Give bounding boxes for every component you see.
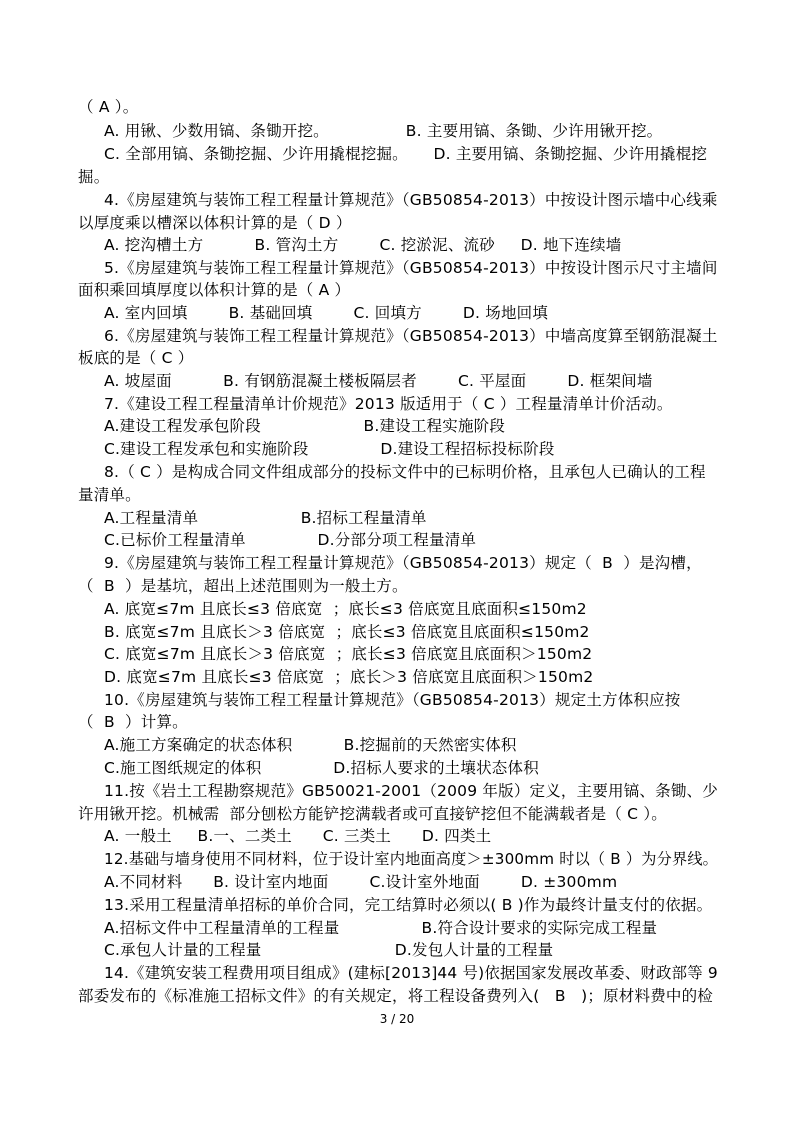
text-line: 以厚度乘以槽深以体积计算的是（ D ）: [78, 214, 352, 232]
text-line: 部委发布的《标准施工招标文件》的有关规定，将工程设备费列入( B )；原材料费中的检: [78, 987, 713, 1005]
text-line: B. 底宽≤7m 且底长＞3 倍底宽 ；底长≤3 倍底宽且底面积≤150m2: [104, 623, 590, 641]
text-line: 13.采用工程量清单招标的单价合同，完工结算时必须以( B )作为最终计量支付的依据。: [104, 896, 713, 914]
text-line: C.承包人计量的工程量 D.发包人计量的工程量: [104, 941, 554, 959]
text-line: A.工程量清单 B.招标工程量清单: [104, 509, 427, 527]
text-line: C.建设工程发承包和实施阶段 D.建设工程招标投标阶段: [104, 440, 555, 458]
text-line: 10.《房屋建筑与装饰工程工程量计算规范》（GB50854-2013）规定土方体积应按: [104, 691, 681, 709]
text-line: 7.《建设工程工程量清单计价规范》2013 版适用于（ C ）工程量清单计价活动。: [104, 395, 673, 413]
text-line: （ B ）是基坑，超出上述范围则为一般土方。: [78, 577, 408, 595]
text-line: A. 一般土 B.一、二类土 C. 三类土 D. 四类土: [104, 827, 492, 845]
text-line: A.不同材料 B. 设计室内地面 C.设计室外地面 D. ±300mm: [104, 873, 618, 891]
text-line: C. 全部用镐、条锄挖掘、少许用撬棍挖掘。 D. 主要用镐、条锄挖掘、少许用撬棍挖: [104, 145, 708, 163]
text-line: A. 坡屋面 B. 有钢筋混凝土楼板隔层者 C. 平屋面 D. 框架间墙: [104, 372, 653, 390]
text-line: 掘。: [78, 168, 110, 186]
text-line: A. 用锹、少数用镐、条锄开挖。 B. 主要用镐、条锄、少许用锹开挖。: [104, 122, 663, 140]
text-line: 5.《房屋建筑与装饰工程工程量计算规范》（GB50854-2013）中按设计图示尺寸主墙间: [104, 259, 718, 277]
text-line: D. 底宽≤7m 且底长≤3 倍底宽 ；底长＞3 倍底宽且底面积＞150m2: [104, 668, 594, 686]
text-line: 12.基础与墙身使用不同材料，位于设计室内地面高度＞±300mm 时以（ B ）为分界线。: [104, 850, 719, 868]
page-number: 3 / 20: [379, 1012, 415, 1026]
text-line: A. 室内回填 B. 基础回填 C. 回填方 D. 场地回填: [104, 304, 549, 322]
text-line: A.招标文件中工程量清单的工程量 B.符合设计要求的实际完成工程量: [104, 919, 658, 937]
text-line: 4.《房屋建筑与装饰工程工程量计算规范》（GB50854-2013）中按设计图示墙中心线乘: [104, 191, 718, 209]
text-line: （ A ）。: [78, 98, 139, 116]
text-line: A. 底宽≤7m 且底长≤3 倍底宽 ；底长≤3 倍底宽且底面积≤150m2: [104, 600, 587, 618]
text-line: （ B ）计算。: [78, 713, 188, 731]
text-line: 8.（ C ）是构成合同文件组成部分的投标文件中的已标明价格，且承包人已确认的工程: [104, 463, 706, 481]
text-line: 9.《房屋建筑与装饰工程工程量计算规范》（GB50854-2013）规定（ B ）是沟槽，: [104, 554, 702, 572]
text-line: 14.《建筑安装工程费用项目组成》(建标[2013]44 号)依据国家发展改革委、财政部等 9: [104, 964, 718, 982]
text-line: A.施工方案确定的状态体积 B.挖掘前的天然密实体积: [104, 736, 517, 754]
text-line: 面积乘回填厚度以体积计算的是（ A ）: [78, 281, 351, 299]
text-line: A.建设工程发承包阶段 B.建设工程实施阶段: [104, 417, 506, 435]
text-line: 11.按《岩土工程勘察规范》GB50021-2001（2009 年版）定义，主要用镐、条锄、少: [104, 782, 718, 800]
text-line: A. 挖沟槽土方 B. 管沟土方 C. 挖淤泥、流砂 D. 地下连续墙: [104, 236, 622, 254]
text-line: C. 底宽≤7m 且底长＞3 倍底宽 ；底长≤3 倍底宽且底面积＞150m2: [104, 645, 593, 663]
text-line: C.施工图纸规定的体积 D.招标人要求的土壤状态体积: [104, 759, 539, 777]
text-line: 许用锹开挖。机械需 部分刨松方能铲挖满载者或可直接铲挖但不能满载者是（ C ）。: [78, 805, 667, 823]
text-line: 6.《房屋建筑与装饰工程工程量计算规范》（GB50854-2013）中墙高度算至钢筋混凝土: [104, 327, 718, 345]
text-line: C.已标价工程量清单 D.分部分项工程量清单: [104, 531, 477, 549]
text-line: 量清单。: [78, 486, 141, 504]
text-line: 板底的是（ C ）: [78, 349, 194, 367]
